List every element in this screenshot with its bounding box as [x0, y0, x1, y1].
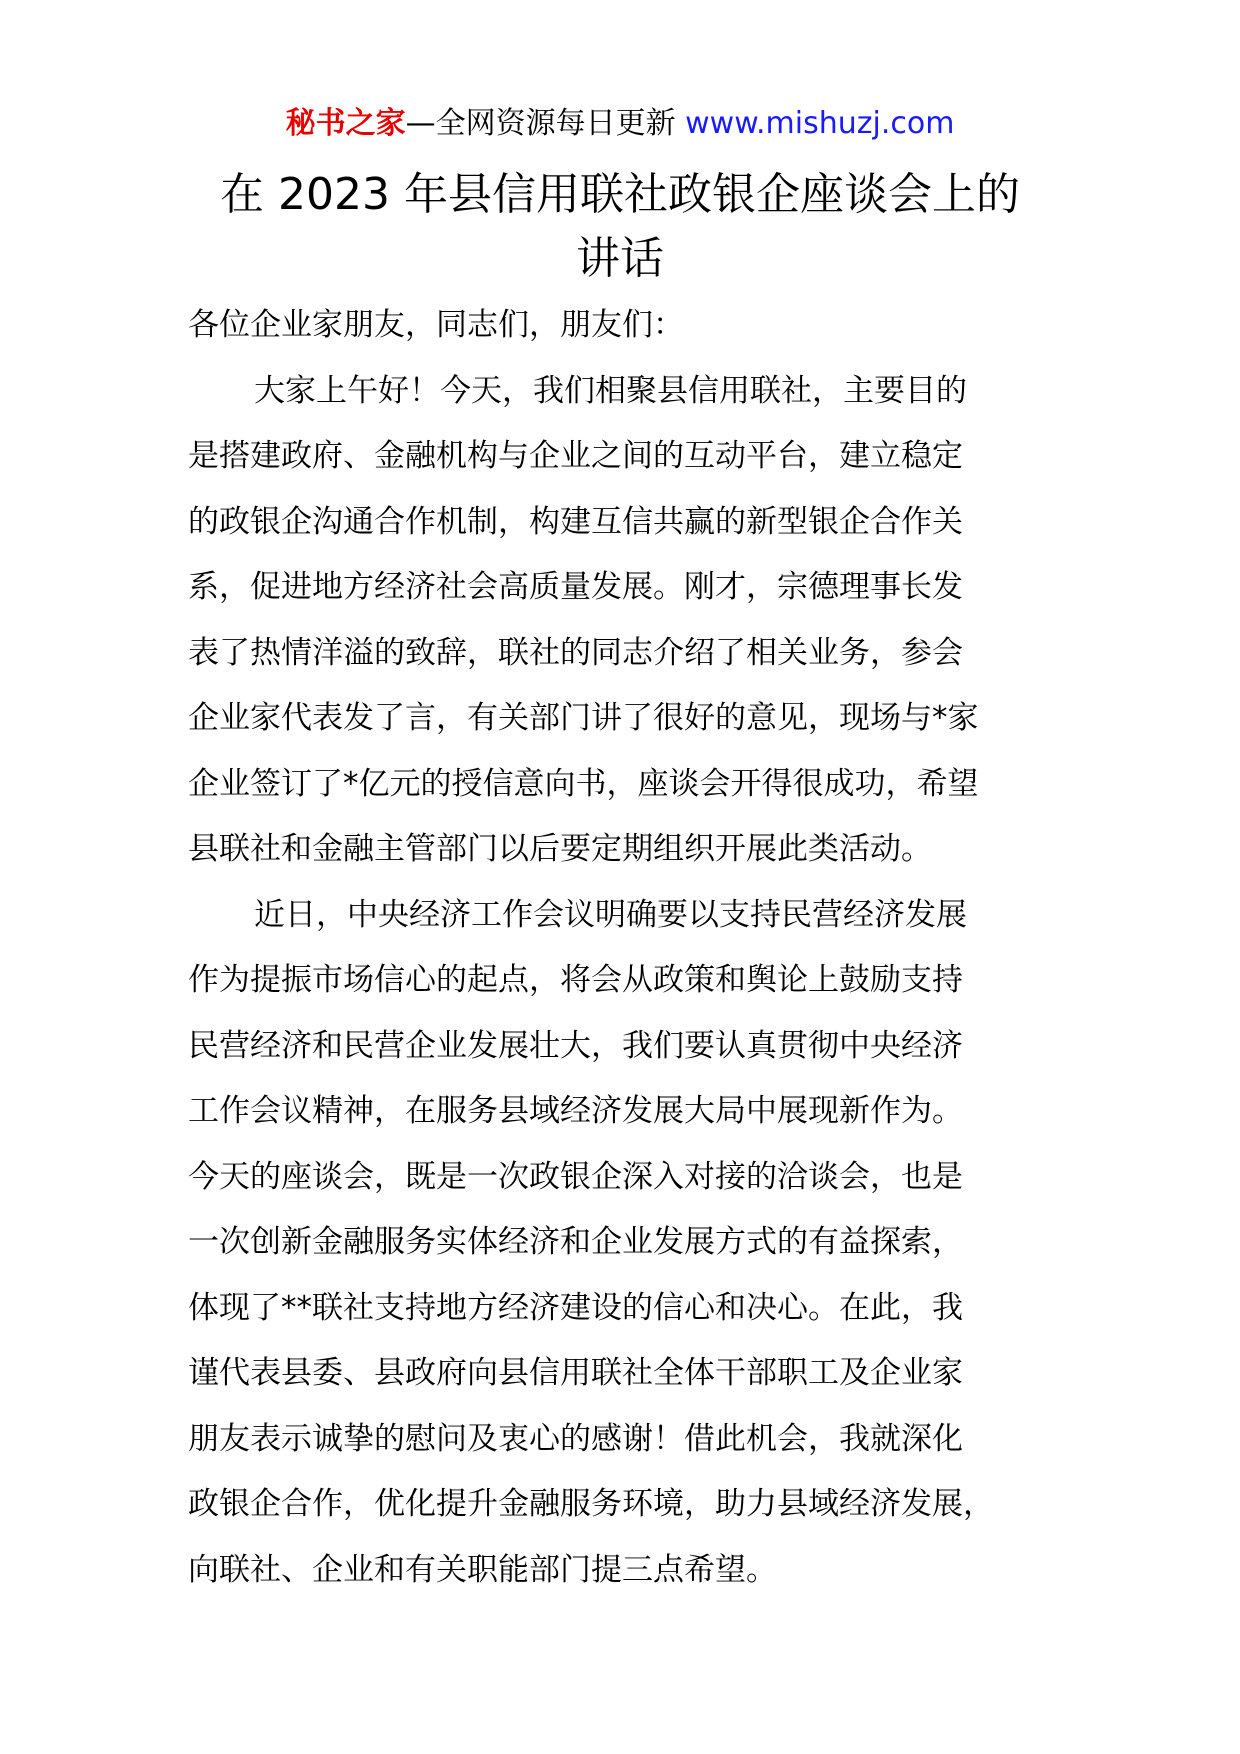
watermark-header	[0, 103, 1240, 145]
body-line: 系，促进地方经济社会高质量发展。刚才，宗德理事长发	[188, 569, 963, 605]
body-line: 工作会议精神，在服务县域经济发展大局中展现新作为。	[188, 1093, 963, 1129]
body-line: 朋友表示诚挚的慰问及衷心的感谢！借此机会，我就深化	[188, 1420, 963, 1457]
body-line: 近日，中央经济工作会议明确要以支持民营经济发展	[254, 896, 967, 933]
document-title	[150, 163, 1090, 291]
body-line: 表了热情洋溢的致辞，联社的同志介绍了相关业务，参会	[188, 634, 963, 671]
body-line: 大家上午好！今天，我们相聚县信用联社，主要目的	[254, 372, 967, 409]
body-line: 的政银企沟通合作机制，构建互信共赢的新型银企合作关	[188, 503, 963, 540]
header-tagline: —全网资源每日更新	[405, 106, 686, 141]
body-line: 政银企合作，优化提升金融服务环境，助力县域经济发展，	[188, 1486, 994, 1522]
body-line: 体现了**联社支持地方经济建设的信心和决心。在此，我	[188, 1289, 963, 1326]
body-line: 今天的座谈会，既是一次政银企深入对接的洽谈会，也是	[188, 1158, 963, 1195]
body-line: 企业家代表发了言，有关部门讲了很好的意见，现场与*家	[188, 700, 979, 736]
body-line: 作为提振市场信心的起点，将会从政策和舆论上鼓励支持	[188, 962, 963, 998]
body-line: 民营经济和民营企业发展壮大，我们要认真贯彻中央经济	[188, 1027, 963, 1064]
document-body	[188, 293, 1068, 1603]
title-line-1: 在 2023 年县信用联社政银企座谈会上的	[220, 169, 1020, 220]
body-line: 一次创新金融服务实体经济和企业发展方式的有益探索，	[188, 1224, 963, 1260]
body-line: 县联社和金融主管部门以后要定期组织开展此类活动。	[188, 831, 932, 867]
body-line: 企业签订了*亿元的授信意向书，座谈会开得很成功，希望	[188, 765, 979, 802]
site-url-link[interactable]: www.mishuzj.com	[685, 106, 955, 141]
body-line: 是搭建政府、金融机构与企业之间的互动平台，建立稳定	[188, 438, 963, 474]
salutation: 各位企业家朋友，同志们，朋友们：	[188, 307, 684, 343]
title-line-2: 讲话	[576, 233, 664, 284]
brand-name: 秘书之家	[285, 106, 406, 141]
body-line: 向联社、企业和有关职能部门提三点希望。	[188, 1551, 777, 1588]
body-line: 谨代表县委、县政府向县信用联社全体干部职工及企业家	[188, 1355, 963, 1391]
